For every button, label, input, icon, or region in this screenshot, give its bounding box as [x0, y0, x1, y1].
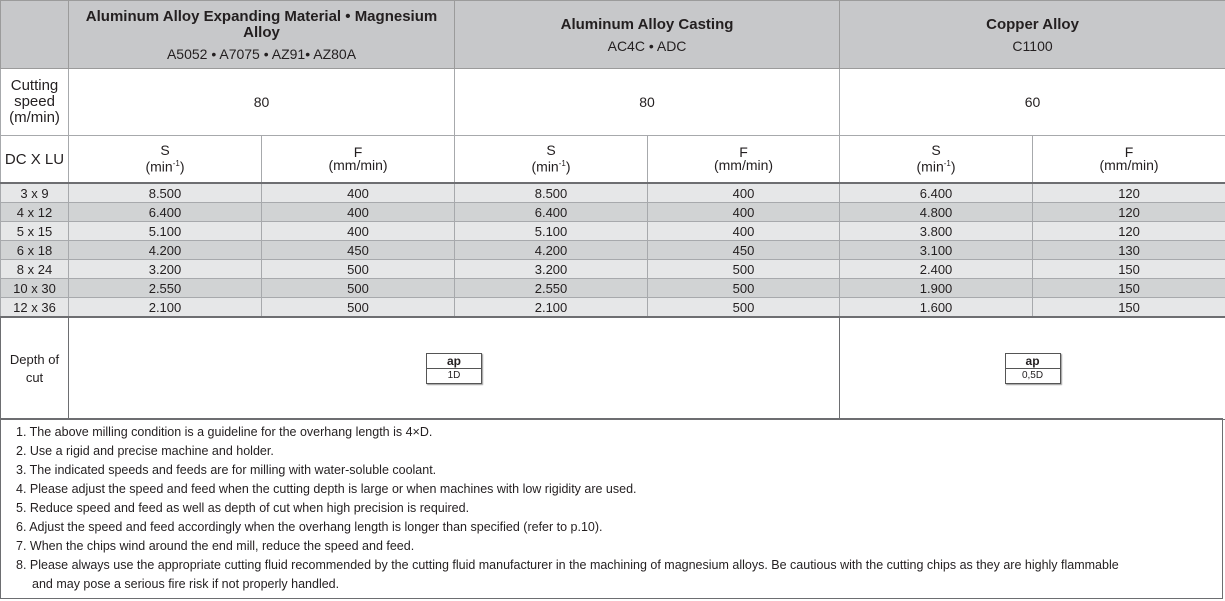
note-item: 8. Please always use the appropriate cutting fluid recommended by the cutting fluid manufacturer in the machining of magnesium alloys. Be cautious with the cutting chips as they are highly flammable [16, 558, 1119, 572]
material-title: Copper Alloy [986, 15, 1079, 33]
cutting-speed-value: 80 [69, 69, 455, 136]
size-cell: 10 x 30 [1, 279, 69, 298]
s-header [455, 136, 648, 184]
notes [0, 418, 1223, 599]
speed-cell: 2.100 [69, 298, 262, 318]
dc-lu-label: DC X LU [1, 136, 69, 184]
speed-cell: 2.550 [69, 279, 262, 298]
cutting-speed-row [1, 69, 1225, 136]
feed-cell: 500 [262, 260, 455, 279]
note-item: 2. Use a rigid and precise machine and holder. [16, 444, 274, 458]
feed-cell: 150 [1033, 298, 1225, 318]
s-unit-sup: -1 [558, 159, 566, 169]
material-grades: AC4C • ADC [607, 37, 687, 54]
s-unit: (min [145, 158, 173, 175]
f-header [648, 136, 840, 184]
feed-cell: 120 [1033, 222, 1225, 241]
feed-cell: 150 [1033, 279, 1225, 298]
s-unit-sup: -1 [943, 159, 951, 169]
speed-cell: 1.900 [840, 279, 1033, 298]
feed-cell: 450 [262, 241, 455, 260]
feed-cell: 450 [648, 241, 840, 260]
speed-cell: 4.200 [69, 241, 262, 260]
ap-box [426, 353, 482, 384]
ap-value: 0,5D [1021, 370, 1044, 381]
material-title: Aluminum Alloy Casting [560, 15, 734, 33]
feed-cell: 500 [648, 279, 840, 298]
feed-cell: 500 [648, 298, 840, 318]
f-header [1033, 136, 1225, 184]
s-unit: (min [531, 158, 559, 175]
speed-cell: 6.400 [69, 203, 262, 222]
ap-box [1005, 353, 1061, 384]
note-item: 1. The above milling condition is a guideline for the overhang length is 4×D. [16, 425, 433, 439]
f-unit: (mm/min) [713, 157, 774, 173]
note-item: 4. Please adjust the speed and feed when the cutting depth is large or when machines with low rigidity are used. [16, 482, 637, 496]
note-item: and may pose a serious fire risk if not properly handled. [32, 577, 340, 591]
speed-cell: 4.800 [840, 203, 1033, 222]
f-unit: (mm/min) [1099, 157, 1159, 173]
note-item: 5. Reduce speed and feed as well as depth of cut when high precision is required. [16, 501, 470, 515]
feed-cell: 500 [262, 279, 455, 298]
s-label: S [160, 142, 170, 159]
material-grades: C1100 [1012, 37, 1053, 54]
size-cell: 6 x 18 [1, 241, 69, 260]
speed-cell: 5.100 [455, 222, 648, 241]
speed-cell: 3.100 [840, 241, 1033, 260]
ap-value: 1D [447, 370, 461, 381]
column-header-row [1, 136, 1225, 184]
feed-cell: 400 [648, 203, 840, 222]
speed-cell: 6.400 [455, 203, 648, 222]
note-item: 3. The indicated speeds and feeds are for milling with water-soluble coolant. [16, 463, 437, 477]
s-unit-close: ) [950, 158, 956, 175]
table-row [1, 260, 1225, 279]
ap-label: ap [1006, 354, 1060, 369]
speed-cell: 6.400 [840, 183, 1033, 203]
s-label: S [546, 142, 556, 159]
material-header [840, 1, 1225, 69]
material-title: Aluminum Alloy Expanding Material • Magnesium Alloy [85, 7, 438, 41]
size-cell: 3 x 9 [1, 183, 69, 203]
note-item: 6. Adjust the speed and feed accordingly when the overhang length is longer than specified (refer to p.10). [16, 520, 603, 534]
material-header [455, 1, 840, 69]
speed-cell: 1.600 [840, 298, 1033, 318]
speed-cell: 4.200 [455, 241, 648, 260]
size-cell: 8 x 24 [1, 260, 69, 279]
s-unit: (min [916, 158, 944, 175]
feed-cell: 150 [1033, 260, 1225, 279]
feed-cell: 500 [648, 260, 840, 279]
s-unit-sup: -1 [172, 159, 180, 169]
cutting-speed-value: 80 [455, 69, 840, 136]
size-cell: 12 x 36 [1, 298, 69, 318]
corner-cell [1, 1, 69, 69]
material-grades: A5052 • A7075 • AZ91• AZ80A [166, 45, 357, 62]
speed-cell: 8.500 [69, 183, 262, 203]
speed-cell: 3.200 [455, 260, 648, 279]
depth-of-cut-cell [840, 317, 1225, 420]
f-label: F [739, 144, 748, 160]
cutting-speed-value: 60 [840, 69, 1225, 136]
table-row [1, 298, 1225, 318]
f-header [262, 136, 455, 184]
feed-cell: 120 [1033, 183, 1225, 203]
s-unit-close: ) [565, 158, 571, 175]
ap-label: ap [427, 354, 481, 369]
speed-cell: 2.400 [840, 260, 1033, 279]
table-row [1, 241, 1225, 260]
f-unit: (mm/min) [328, 157, 388, 173]
speed-cell: 3.200 [69, 260, 262, 279]
cutting-speed-label: Cutting speed (m/min) [1, 69, 69, 136]
s-header [69, 136, 262, 184]
depth-of-cut-label: Depth of cut [1, 317, 69, 420]
speed-cell: 3.800 [840, 222, 1033, 241]
speed-cell: 5.100 [69, 222, 262, 241]
table-row [1, 183, 1225, 203]
feed-cell: 500 [262, 298, 455, 318]
size-cell: 4 x 12 [1, 203, 69, 222]
feed-cell: 400 [648, 183, 840, 203]
feed-cell: 400 [648, 222, 840, 241]
speed-cell: 2.550 [455, 279, 648, 298]
feed-cell: 400 [262, 183, 455, 203]
feed-cell: 130 [1033, 241, 1225, 260]
s-unit-close: ) [179, 158, 185, 175]
material-header-row [1, 1, 1225, 69]
table-row [1, 203, 1225, 222]
note-item: 7. When the chips wind around the end mill, reduce the speed and feed. [16, 539, 415, 553]
table-row [1, 279, 1225, 298]
size-cell: 5 x 15 [1, 222, 69, 241]
depth-of-cut-row [1, 317, 1225, 420]
speed-cell: 2.100 [455, 298, 648, 318]
feed-cell: 400 [262, 222, 455, 241]
material-header [69, 1, 455, 69]
s-header [840, 136, 1033, 184]
speed-cell: 8.500 [455, 183, 648, 203]
feed-cell: 120 [1033, 203, 1225, 222]
feed-cell: 400 [262, 203, 455, 222]
depth-of-cut-cell [69, 317, 840, 420]
f-label: F [1124, 144, 1134, 160]
f-label: F [353, 144, 363, 160]
table-row [1, 222, 1225, 241]
s-label: S [931, 142, 941, 159]
